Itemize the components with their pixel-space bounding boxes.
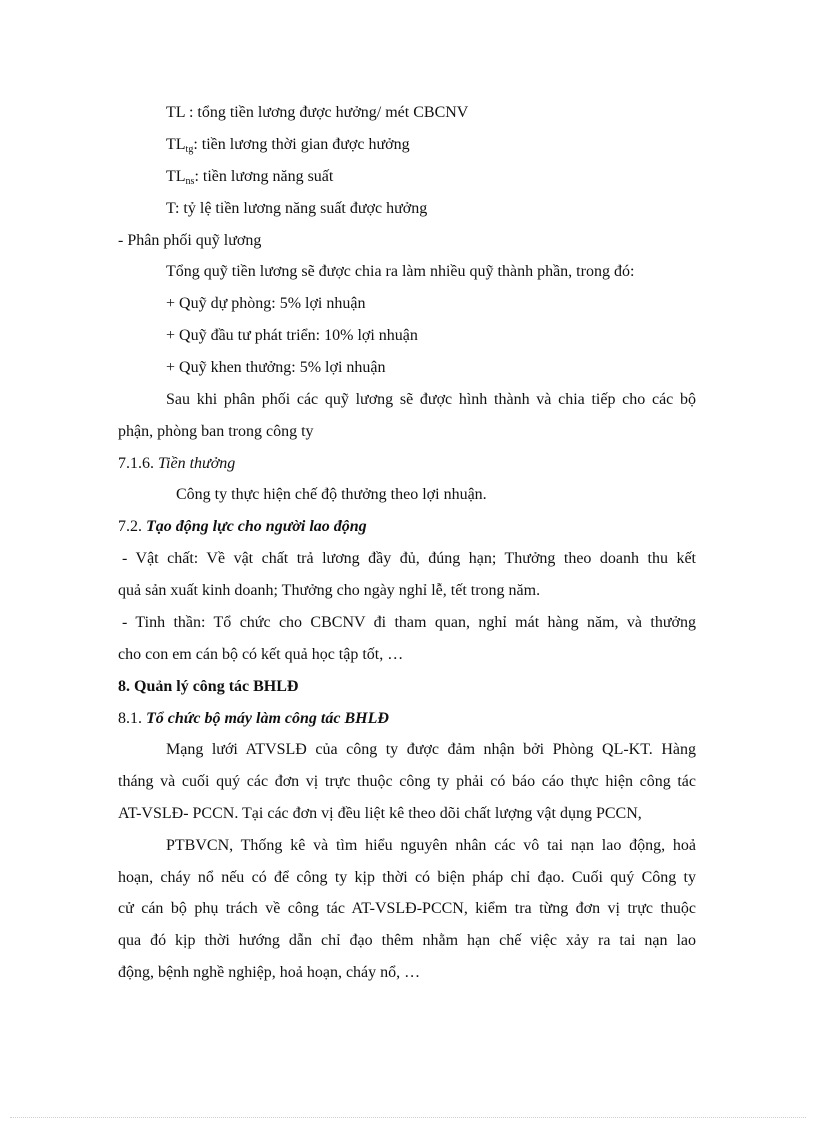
distribution-intro: Tổng quỹ tiền lương sẽ được chia ra làm nhiều quỹ thành phần, trong đó:: [166, 263, 635, 280]
paragraph-line: AT-VSLĐ- PCCN. Tại các đơn vị đều liệt kê theo dõi chất lượng vật dụng PCCN,: [118, 805, 642, 822]
distribution-after-line: phận, phòng ban trong công ty: [118, 423, 314, 440]
heading-8: 8. Quản lý công tác BHLĐ: [118, 678, 299, 695]
page-bottom-divider: [10, 1117, 806, 1118]
material-line: - Vật chất: Về vật chất trả lương đầy đủ, đúng hạn; Thưởng theo doanh thu kết: [122, 550, 696, 567]
distribution-heading: - Phân phối quỹ lương: [118, 232, 262, 249]
definition-subscript: tg: [185, 144, 194, 155]
definition-symbol: TL: [166, 104, 185, 121]
heading-title: Tiền thưởng: [158, 455, 236, 472]
paragraph-line: hoạn, cháy nổ nếu có để công ty kịp thời có biện pháp chỉ đạo. Cuối quý Công ty: [118, 869, 696, 886]
heading-number: 7.1.6.: [118, 455, 158, 472]
heading-title: Tổ chức bộ máy làm công tác BHLĐ: [146, 710, 389, 727]
bonus-text: Công ty thực hiện chế độ thưởng theo lợi nhuận.: [176, 486, 487, 503]
definition-text: : tỷ lệ tiền lương năng suất được hưởng: [174, 200, 428, 217]
definition-subscript: ns: [185, 176, 195, 187]
fund-item: + Quỹ khen thưởng: 5% lợi nhuận: [166, 359, 386, 376]
heading-7-1-6: [118, 454, 235, 474]
heading-8-1: [118, 709, 389, 729]
fund-item: + Quỹ đầu tư phát triển: 10% lợi nhuận: [166, 327, 418, 344]
definition-symbol: T: [166, 200, 175, 217]
spirit-line: cho con em cán bộ có kết quả học tập tốt, …: [118, 646, 404, 663]
heading-number: 8.1.: [118, 710, 146, 727]
heading-title: Tạo động lực cho người lao động: [146, 518, 367, 535]
definition-tlns: [166, 167, 333, 187]
definition-text: : tiền lương thời gian được hưởng: [193, 136, 410, 153]
definition-symbol: TL: [166, 168, 186, 185]
heading-number: 7.2.: [118, 518, 146, 535]
spirit-line: - Tinh thần: Tổ chức cho CBCNV đi tham quan, nghỉ mát hàng năm, và thưởng: [122, 614, 696, 631]
definition-symbol: TL: [166, 136, 186, 153]
definition-text: : tiền lương năng suất: [194, 168, 334, 185]
definition-text: : tổng tiền lương được hưởng/ mét CBCNV: [184, 104, 469, 121]
definition-t: [166, 199, 427, 219]
paragraph-line: Mạng lưới ATVSLĐ của công ty được đảm nhận bởi Phòng QL-KT. Hàng: [166, 741, 696, 758]
fund-item: + Quỹ dự phòng: 5% lợi nhuận: [166, 295, 366, 312]
material-line: quả sản xuất kinh doanh; Thưởng cho ngày nghỉ lễ, tết trong năm.: [118, 582, 541, 599]
paragraph-line: cử cán bộ phụ trách về công tác AT-VSLĐ-PCCN, kiểm tra từng đơn vị trực thuộc: [118, 900, 696, 917]
definition-tltg: [166, 135, 410, 155]
paragraph-line: qua đó kịp thời hướng dẫn chỉ đạo thêm nhằm hạn chế việc xảy ra tai nạn lao: [118, 932, 696, 949]
paragraph-line: động, bệnh nghề nghiệp, hoả hoạn, cháy nổ, …: [118, 964, 421, 981]
paragraph-line: tháng và cuối quý các đơn vị trực thuộc công ty phải có báo cáo thực hiện công tác: [118, 773, 696, 790]
paragraph-line: PTBVCN, Thống kê và tìm hiểu nguyên nhân các vô tai nạn lao động, hoả: [166, 837, 696, 854]
definition-tl: [166, 103, 468, 123]
heading-7-2: [118, 517, 367, 537]
distribution-after-line: Sau khi phân phối các quỹ lương sẽ được hình thành và chia tiếp cho các bộ: [166, 391, 696, 408]
